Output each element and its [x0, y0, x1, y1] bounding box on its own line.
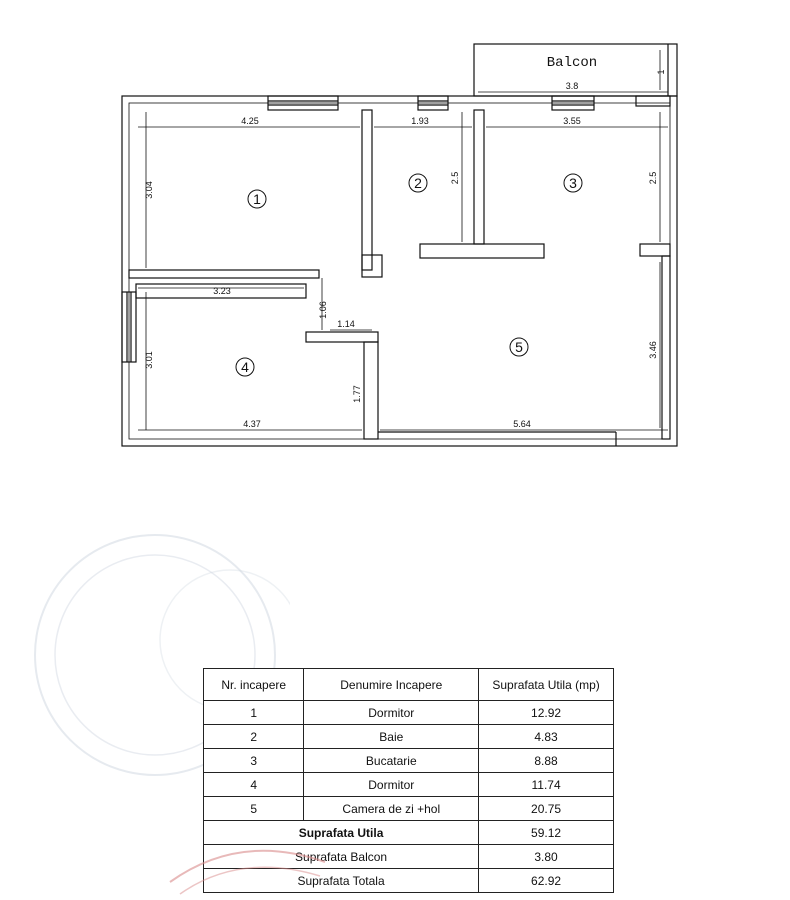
wall-room2-room3 [474, 110, 484, 244]
dim-corridor-gap: 1.06 [318, 301, 328, 319]
table-row [204, 797, 614, 821]
wall-room1-room4 [129, 270, 319, 278]
table-row [204, 701, 614, 725]
table-row [204, 749, 614, 773]
dim-room5-height: 3.46 [648, 341, 658, 359]
header-room-number: Nr. incapere [204, 669, 304, 701]
room3-number: 3 [569, 175, 577, 191]
total-row-usable [204, 821, 614, 845]
header-room-name: Denumire Incapere [304, 669, 479, 701]
dim-room4-bottom-width: 4.37 [243, 419, 261, 429]
total-overall-label: Suprafata Totala [204, 869, 479, 893]
wall-room1-room2 [362, 110, 372, 270]
area-table [203, 668, 614, 893]
cell-area: 11.74 [479, 773, 614, 797]
dim-room1-width: 4.25 [241, 116, 259, 126]
cell-nr: 4 [204, 773, 304, 797]
dim-room5-width: 5.64 [513, 419, 531, 429]
room1-number: 1 [253, 191, 261, 207]
dim-balcony-depth: 1 [656, 69, 666, 75]
cell-name: Dormitor [304, 773, 479, 797]
cell-area: 20.75 [479, 797, 614, 821]
dim-room4-height: 3.01 [144, 351, 154, 369]
cell-area: 12.92 [479, 701, 614, 725]
dim-corridor-width: 1.14 [337, 319, 355, 329]
dim-room3-height: 2.5 [648, 171, 658, 185]
total-balcony-value: 3.80 [479, 845, 614, 869]
total-row-overall [204, 869, 614, 893]
dim-room2-width: 1.93 [411, 116, 429, 126]
table-header-row [204, 669, 614, 701]
cell-name: Dormitor [304, 701, 479, 725]
dim-room4-top-width: 3.23 [213, 286, 231, 296]
wall-corridor [306, 332, 378, 342]
dim-room3-width: 3.55 [563, 116, 581, 126]
room2-number: 2 [414, 175, 422, 191]
room5-number: 5 [515, 339, 523, 355]
cell-nr: 5 [204, 797, 304, 821]
cell-nr: 2 [204, 725, 304, 749]
dim-corridor-height: 1.77 [352, 385, 362, 403]
cell-area: 4.83 [479, 725, 614, 749]
balcon-label: Balcon [546, 55, 598, 71]
dim-room1-height: 3.04 [144, 181, 154, 199]
cell-name: Camera de zi +hol [304, 797, 479, 821]
table-row [204, 773, 614, 797]
cell-area: 8.88 [479, 749, 614, 773]
total-usable-value: 59.12 [479, 821, 614, 845]
table-row [204, 725, 614, 749]
dim-balcony-width: 3.8 [565, 81, 579, 91]
cell-name: Baie [304, 725, 479, 749]
wall-kitchen-counter [420, 244, 544, 258]
inner-wall-line [129, 103, 670, 439]
dim-room2-height: 2.5 [450, 171, 460, 185]
cell-nr: 1 [204, 701, 304, 725]
cell-name: Bucatarie [304, 749, 479, 773]
total-usable-label: Suprafata Utila [204, 821, 479, 845]
cell-nr: 3 [204, 749, 304, 773]
room4-number: 4 [241, 359, 249, 375]
total-row-balcony [204, 845, 614, 869]
header-usable-area: Suprafata Utila (mp) [479, 669, 614, 701]
outer-wall [122, 96, 677, 446]
total-overall-value: 62.92 [479, 869, 614, 893]
total-balcony-label: Suprafata Balcon [204, 845, 479, 869]
